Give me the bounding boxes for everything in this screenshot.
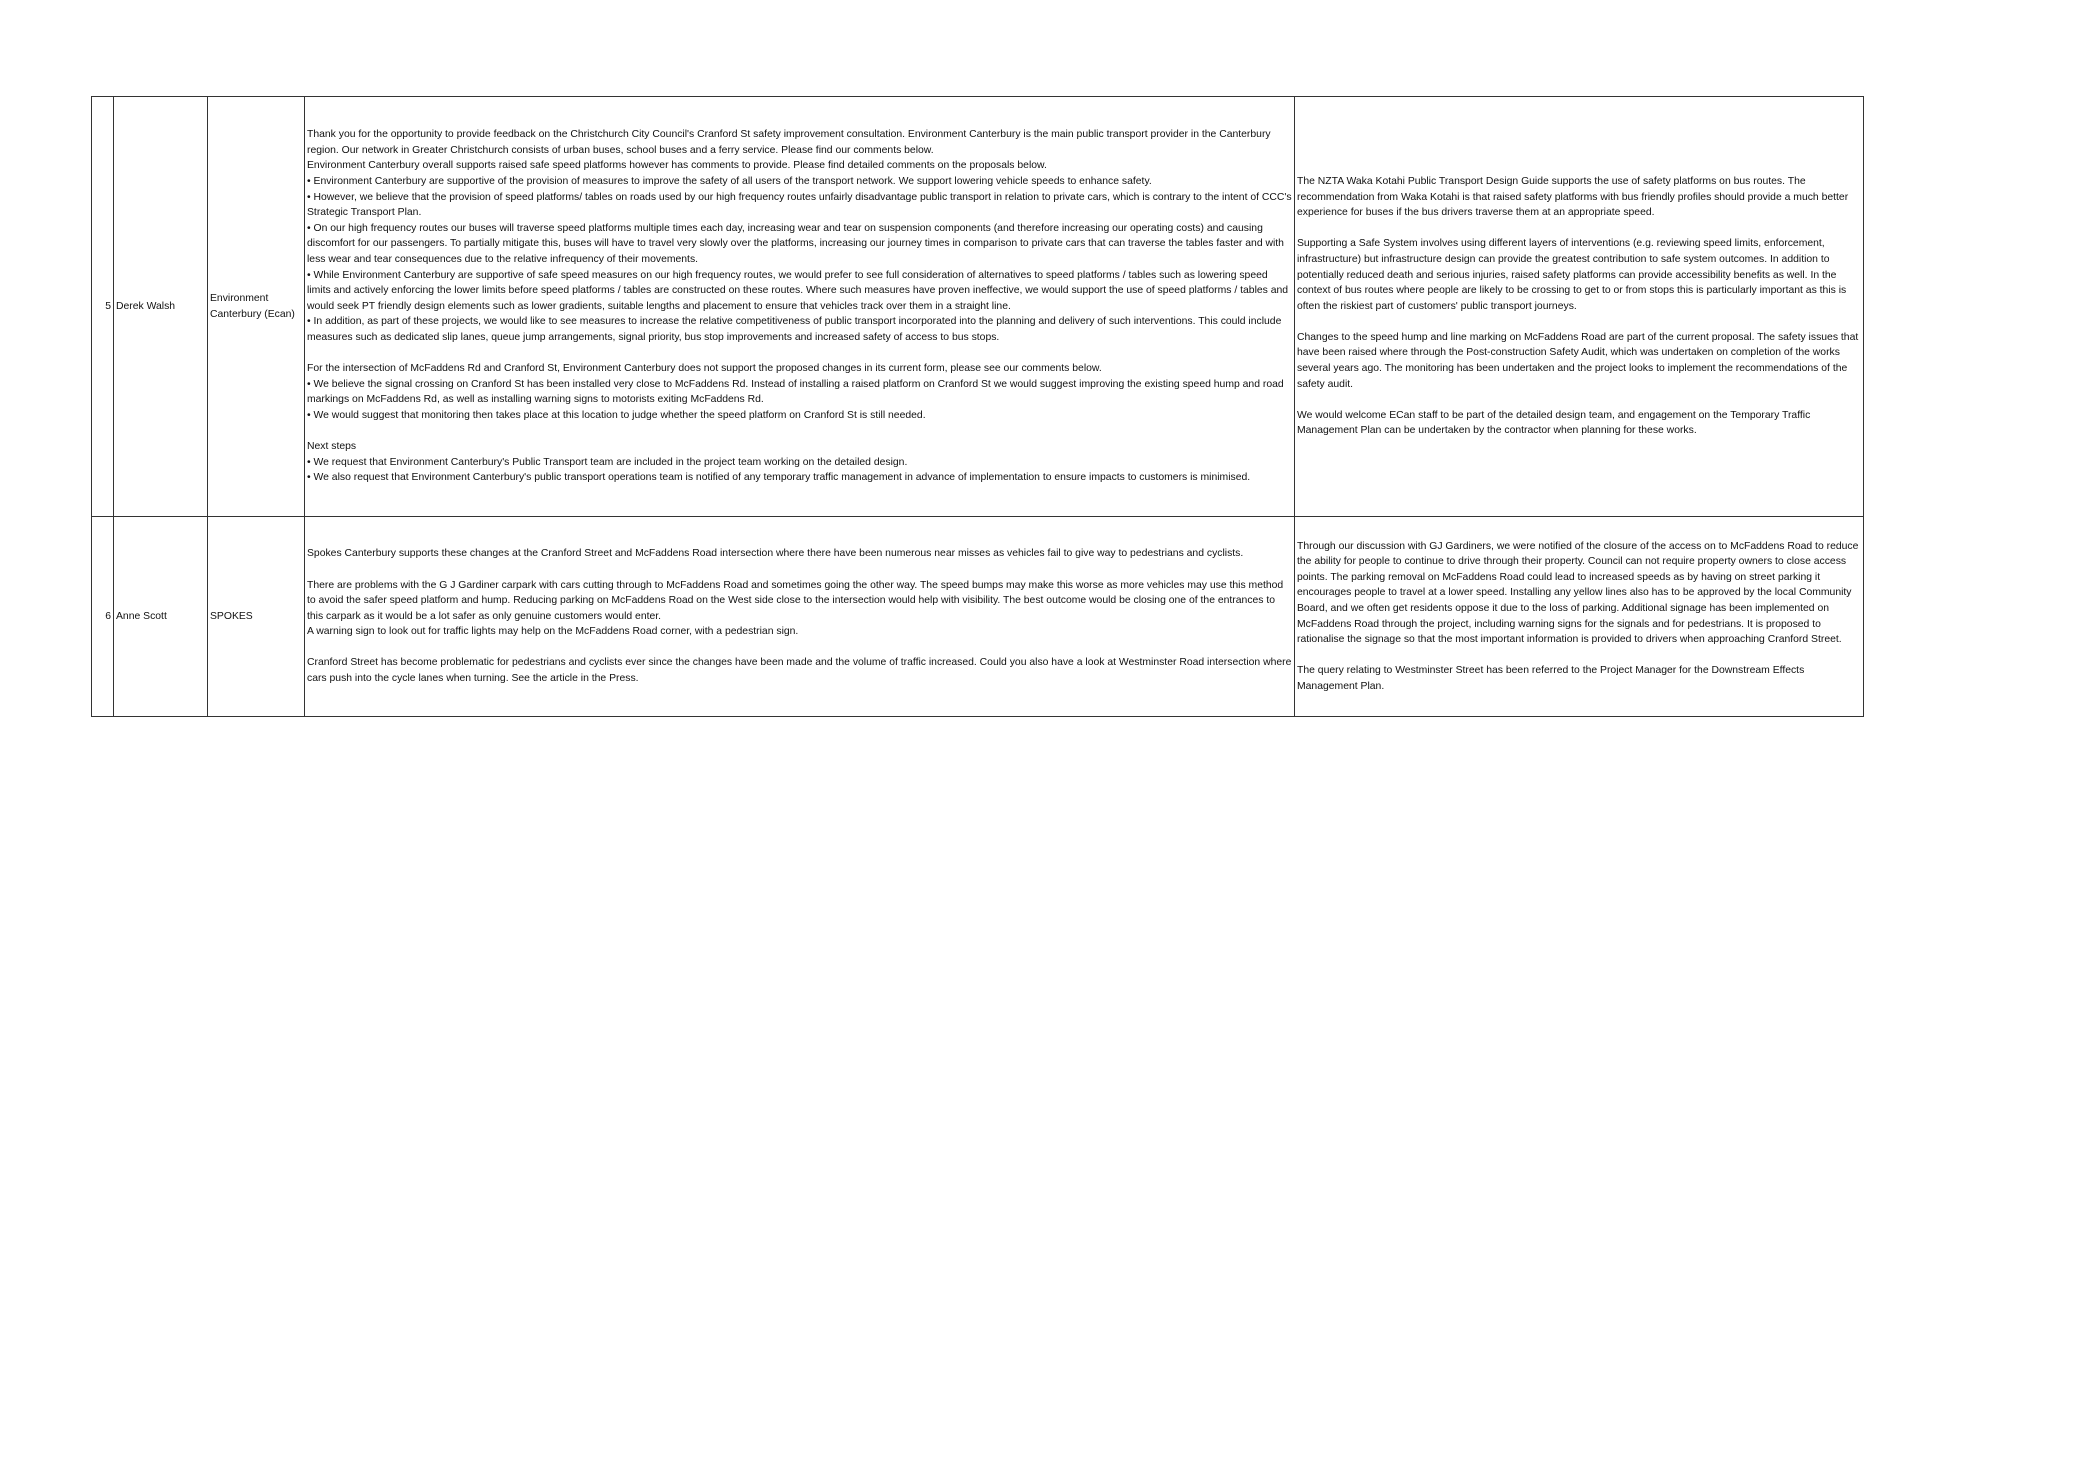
comment-paragraph: A warning sign to look out for traffic lights may help on the McFaddens Road corner, with a pedestrian sign. [307, 626, 799, 638]
comment-paragraph: Environment Canterbury overall supports raised safe speed platforms however has comments to provide. Please find detailed comments on the proposals below. [307, 160, 1047, 172]
paragraph-gap [1297, 221, 1861, 237]
comment-paragraph: • Environment Canterbury are supportive of the provision of measures to improve the safety of all users of the transport network. We support lowering vehicle speeds to enhance safety. [307, 175, 1152, 187]
submission-number: 6 [92, 517, 114, 717]
table-row [92, 97, 1864, 517]
response-paragraph: Supporting a Safe System involves using different layers of interventions (e.g. reviewing speed limits, enforcement, infrastructure) but infrastructure design can provide the greatest contribution to safe system outcomes. In addition to potentially reduced death and serious injuries, raised safety platforms can provide accessibility benefits as well. In the context of bus routes where people are likely to be crossing to get to or from stops this is particularly important as this is often the riskiest part of customers' public transport journeys. [1297, 238, 1847, 312]
submitter-name: Derek Walsh [114, 97, 208, 517]
response-paragraph: The query relating to Westminster Street has been referred to the Project Manager for the Downstream Effects Management Plan. [1297, 665, 1805, 692]
paragraph-gap [307, 562, 1292, 578]
comment-paragraph: Spokes Canterbury supports these changes at the Cranford Street and McFaddens Road intersection where there have been numerous near misses as vehicles fail to give way to pedestrians and cyclists. [307, 548, 1244, 560]
paragraph-gap [1297, 648, 1861, 664]
table-row [92, 517, 1864, 717]
paragraph-gap [1297, 314, 1861, 330]
paragraph-gap [307, 423, 1292, 439]
submission-comment [305, 97, 1295, 517]
paragraph-gap [307, 640, 1292, 656]
comment-paragraph: • We believe the signal crossing on Cranford St has been installed very close to McFaddens Rd. Instead of installing a raised platform on Cranford St we would suggest improving the existing speed hump and road markings on McFaddens Rd, as well as installing warning signs to motorists exiting McFaddens Rd. [307, 378, 1284, 406]
paragraph-gap [307, 345, 1292, 361]
table-body [92, 97, 1864, 717]
comment-paragraph: • While Environment Canterbury are supportive of safe speed measures on our high frequency routes, we would prefer to see full consideration of alternatives to speed platforms / tables such as lowering speed limits and actively enforcing the lower limits before speed platforms / tables are constructed on these routes. Where such measures have proven ineffective, we would support the use of speed platforms / tables and would seek PT friendly design elements such as lower gradients, suitable lengths and placement to ensure that vehicles track over them in a straight line. [307, 269, 1289, 312]
comment-paragraph: • We also request that Environment Canterbury's public transport operations team is notified of any temporary traffic management in advance of implementation to ensure impacts to customers is minimised. [307, 472, 1251, 484]
submitter-name: Anne Scott [114, 517, 208, 717]
council-response [1295, 97, 1864, 517]
comment-paragraph: There are problems with the G J Gardiner carpark with cars cutting through to McFaddens Road and sometimes going the other way. The speed bumps may make this worse as more vehicles may use this method to avoid the safer speed platform and hump. Reducing parking on McFaddens Road on the West side close to the intersection would help with visibility. The best outcome would be closing one of the entrances to this carpark as it would be a lot safer as only genuine customers would enter. [307, 579, 1284, 622]
comment-paragraph: • In addition, as part of these projects, we would like to see measures to increase the relative competitiveness of public transport incorporated into the planning and delivery of such interventions. This could include measures such as dedicated slip lanes, queue jump arrangements, signal priority, bus stop improvements and increased safety of access to bus stops. [307, 316, 1282, 343]
comment-paragraph: Next steps [307, 441, 357, 453]
comment-paragraph: • We would suggest that monitoring then takes place at this location to judge whether the speed platform on Cranford St is still needed. [307, 409, 926, 421]
comment-paragraph: • However, we believe that the provision of speed platforms/ tables on roads used by our high frequency routes unfairly disadvantage public transport in relation to private cars, which is contrary to the intent of CCC's Strategic Transport Plan. [307, 191, 1292, 219]
submitter-organisation: SPOKES [208, 517, 305, 717]
consultation-table [91, 96, 1864, 717]
council-response [1295, 517, 1864, 717]
response-paragraph: The NZTA Waka Kotahi Public Transport Design Guide supports the use of safety platforms on bus routes. The recommendation from Waka Kotahi is that raised safety platforms with bus friendly profiles should provide a much better experience for buses if the bus drivers traverse them at an appropriate speed. [1297, 175, 1849, 219]
comment-paragraph: Cranford Street has become problematic for pedestrians and cyclists ever since the changes have been made and the volume of traffic increased. Could you also have a look at Westminster Road intersection where cars push into the cycle lanes when turning. See the article in the Press. [307, 657, 1292, 685]
submission-comment [305, 517, 1295, 717]
paragraph-gap [1297, 392, 1861, 408]
response-paragraph: Through our discussion with GJ Gardiners, we were notified of the closure of the access on to McFaddens Road to reduce the ability for people to continue to drive through their property. Council can not require property owners to close access points. The parking removal on McFaddens Road could lead to increased speeds as by having on street parking it encourages people to travel at a lower speed. Installing any yellow lines also has to be approved by the local Community Board, and we often get residents oppose it due to the loss of parking. Additional signage has been implemented on McFaddens Road through the project, including warning signs for the signals and for pedestrians. It is proposed to rationalise the signage so that the most important information is provided to drivers when approaching Cranford Street. [1297, 540, 1859, 646]
comment-paragraph: For the intersection of McFaddens Rd and Cranford St, Environment Canterbury does not support the proposed changes in its current form, please see our comments below. [307, 363, 1102, 375]
submission-number: 5 [92, 97, 114, 517]
response-paragraph: We would welcome ECan staff to be part of the detailed design team, and engagement on the Temporary Traffic Management Plan can be undertaken by the contractor when planning for these works. [1297, 409, 1811, 437]
comment-paragraph: • On our high frequency routes our buses will traverse speed platforms multiple times each day, increasing wear and tear on suspension components (and therefore increasing our operating costs) and causing discomfort for our passengers. To partially mitigate this, buses will have to travel very slowly over the platforms, increasing our journey times in comparison to private cars that can traverse the tables faster and with less wear and tear consequences due to the relative infrequency of their movements. [307, 222, 1284, 265]
comment-paragraph: Thank you for the opportunity to provide feedback on the Christchurch City Council's Cranford St safety improvement consultation. Environment Canterbury is the main public transport provider in the Canterbury region. Our network in Greater Christchurch consists of urban buses, school buses and a ferry service. Please find our comments below. [307, 129, 1271, 156]
comment-paragraph: • We request that Environment Canterbury's Public Transport team are included in the project team working on the detailed design. [307, 456, 908, 468]
response-paragraph: Changes to the speed hump and line marking on McFaddens Road are part of the current proposal. The safety issues that have been raised where through the Post-construction Safety Audit, which was undertaken on completion of the works several years ago. The monitoring has been undertaken and the project looks to implement the recommendations of the safety audit. [1297, 331, 1859, 390]
submitter-organisation: Environment Canterbury (Ecan) [208, 97, 305, 517]
